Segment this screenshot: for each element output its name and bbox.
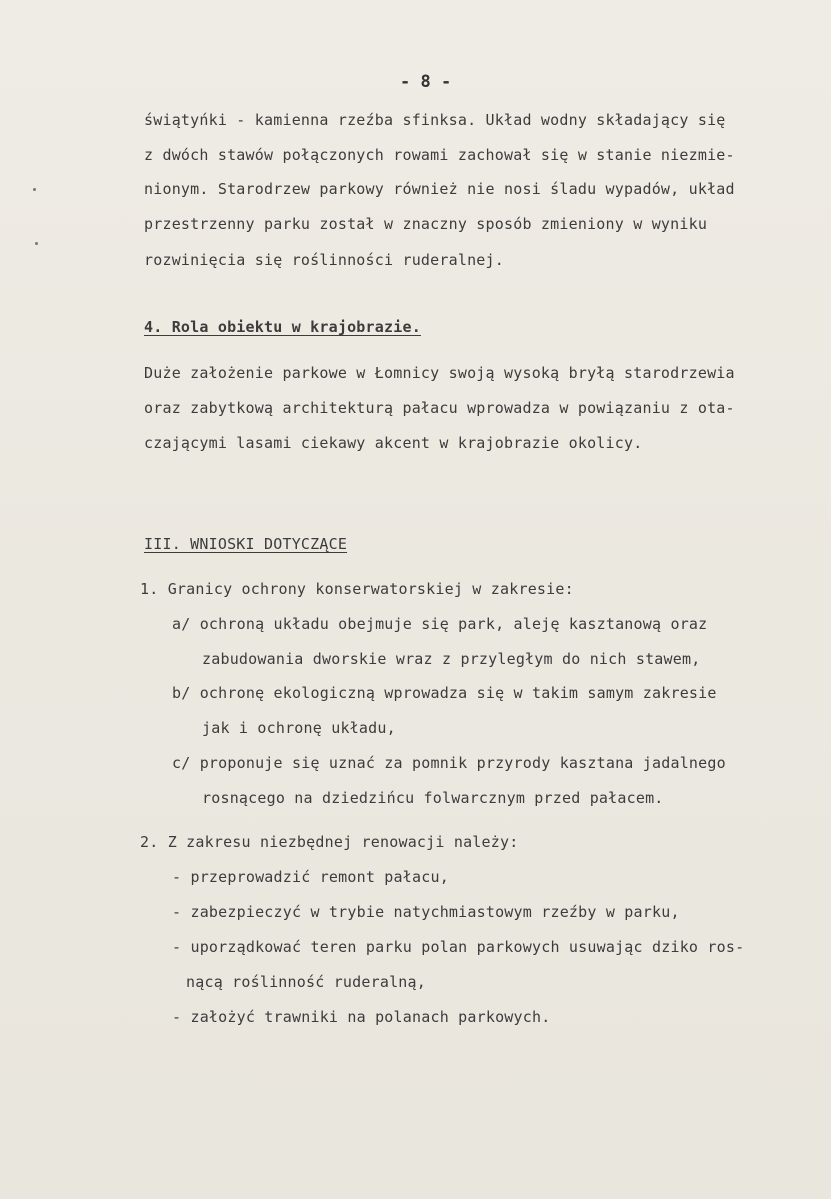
list-subitem: - przeprowadzić remont pałacu,	[172, 868, 449, 886]
list-subitem: - uporządkować teren parku polan parkowych usuwając dziko ros-	[172, 938, 745, 956]
list-subitem: - zabezpieczyć w trybie natychmiastowym rzeźby w parku,	[172, 903, 680, 921]
list-subitem: zabudowania dworskie wraz z przyległym do nich stawem,	[202, 650, 701, 668]
text-line: z dwóch stawów połączonych rowami zachował się w stanie niezmie-	[144, 146, 735, 164]
page-number: - 8 -	[400, 72, 452, 92]
list-item-label: 2. Z zakresu niezbędnej renowacji należy:	[140, 833, 519, 851]
list-subitem: b/ ochronę ekologiczną wprowadza się w takim samym zakresie	[172, 684, 717, 702]
text-line: przestrzenny parku został w znaczny sposób zmieniony w wyniku	[144, 215, 708, 233]
text-line: nionym. Starodrzew parkowy również nie nosi śladu wypadów, układ	[144, 180, 735, 198]
text-line: Duże założenie parkowe w Łomnicy swoją wysoką bryłą starodrzewia	[144, 364, 735, 382]
list-item-label: 1. Granicy ochrony konserwatorskiej w zakresie:	[140, 580, 574, 598]
scan-speck	[33, 188, 36, 191]
text-line: oraz zabytkową architekturą pałacu wprowadza w powiązaniu z ota-	[144, 399, 735, 417]
section-heading: III. WNIOSKI DOTYCZĄCE	[144, 535, 348, 553]
list-subitem: nącą roślinność ruderalną,	[186, 973, 426, 991]
list-subitem: rosnącego na dziedzińcu folwarcznym przed pałacem.	[202, 789, 664, 807]
section-heading: 4. Rola obiektu w krajobrazie.	[144, 318, 421, 336]
scan-speck	[35, 242, 38, 245]
list-subitem: - założyć trawniki na polanach parkowych.	[172, 1008, 551, 1026]
list-subitem: a/ ochroną układu obejmuje się park, aleję kasztanową oraz	[172, 615, 708, 633]
text-line: rozwinięcia się roślinności ruderalnej.	[144, 251, 504, 269]
list-subitem: jak i ochronę układu,	[202, 719, 396, 737]
list-subitem: c/ proponuje się uznać za pomnik przyrody kasztana jadalnego	[172, 754, 726, 772]
text-line: czającymi lasami ciekawy akcent w krajobrazie okolicy.	[144, 434, 643, 452]
text-line: świątyńki - kamienna rzeźba sfinksa. Układ wodny składający się	[144, 111, 726, 129]
